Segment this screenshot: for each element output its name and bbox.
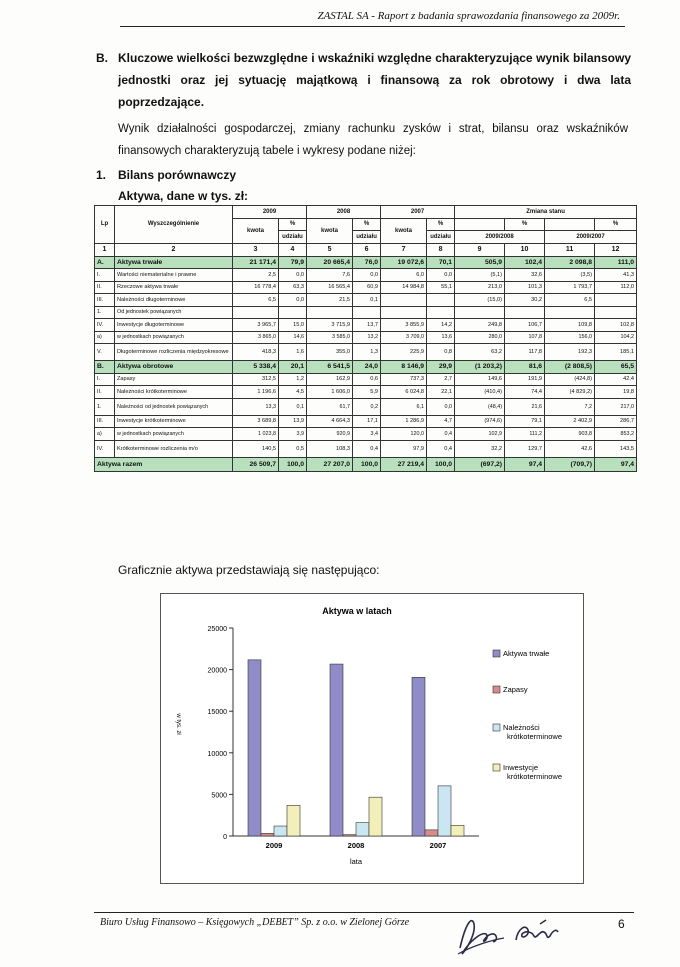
- row-value: 1,2: [279, 373, 307, 386]
- y-tick-label: 0: [223, 834, 227, 841]
- row-value: [381, 306, 427, 319]
- row-value: 1,3: [353, 344, 381, 361]
- row-value: (410,4): [455, 386, 505, 399]
- row-value: 3 709,0: [381, 331, 427, 344]
- column-number: 2: [115, 243, 233, 256]
- table-row: [95, 361, 637, 374]
- row-value: 15,0: [279, 319, 307, 332]
- row-name: Zapasy: [115, 373, 233, 386]
- row-value: 16 565,4: [307, 281, 353, 294]
- row-value: 853,2: [595, 428, 637, 441]
- row-value: 0,4: [427, 440, 455, 457]
- table-row: [95, 306, 637, 319]
- row-value: [307, 306, 353, 319]
- page-footer: Biuro Usług Finansowo – Księgowych „DEBET” Sp. z o.o. w Zielonej Górze: [100, 917, 410, 928]
- row-value: 4,7: [427, 415, 455, 428]
- column-numbers-row: [95, 243, 637, 256]
- row-value: 3 965,7: [233, 319, 279, 332]
- row-value: 106,7: [505, 319, 545, 332]
- row-lp: II.: [95, 281, 115, 294]
- row-value: (4 829,2): [545, 386, 595, 399]
- row-name: w jednostkach powiązanych: [115, 428, 233, 441]
- x-axis-label: lata: [349, 857, 363, 866]
- row-name: Krótkoterminowe rozliczenia m/o: [115, 440, 233, 457]
- header-pct: %: [595, 218, 637, 231]
- row-value: 3 585,0: [307, 331, 353, 344]
- row-name: Należności od jednostek powiązanych: [115, 398, 233, 415]
- row-lp: V.: [95, 344, 115, 361]
- row-value: 24,0: [353, 361, 381, 374]
- y-tick-label: 25000: [207, 626, 227, 633]
- row-value: [595, 306, 637, 319]
- subsection-heading: [96, 165, 248, 207]
- row-value: 2,5: [233, 269, 279, 282]
- row-value: (3,5): [545, 269, 595, 282]
- total-value: 26 509,7: [233, 457, 279, 471]
- row-value: 13,2: [353, 331, 381, 344]
- row-value: 903,8: [545, 428, 595, 441]
- header-year-2009: 2009: [233, 206, 307, 219]
- row-value: (974,6): [455, 415, 505, 428]
- row-value: [233, 306, 279, 319]
- subsection-subtitle: Aktywa, dane w tys. zł:: [118, 189, 249, 203]
- y-axis-label: w tys. zł: [175, 713, 181, 735]
- header-kwota: kwota: [381, 218, 427, 243]
- row-value: 13,6: [427, 331, 455, 344]
- table-row: [95, 386, 637, 399]
- row-value: 2,7: [427, 373, 455, 386]
- row-value: 19,8: [595, 386, 637, 399]
- row-value: 41,3: [595, 269, 637, 282]
- table-row: [95, 294, 637, 307]
- row-value: 0,4: [427, 428, 455, 441]
- row-value: 1 606,0: [307, 386, 353, 399]
- row-value: 0,0: [353, 269, 381, 282]
- assets-bar-chart: [161, 594, 583, 883]
- row-value: 1 023,8: [233, 428, 279, 441]
- header-kwota: kwota: [233, 218, 279, 243]
- table-row: [95, 319, 637, 332]
- row-value: 6,1: [381, 398, 427, 415]
- row-value: 111,2: [505, 428, 545, 441]
- row-value: 4,5: [279, 386, 307, 399]
- row-value: 280,0: [455, 331, 505, 344]
- total-value: 97,4: [505, 457, 545, 471]
- row-value: 104,2: [595, 331, 637, 344]
- header-pct: %: [353, 218, 381, 231]
- table-row: [95, 440, 637, 457]
- row-value: 355,0: [307, 344, 353, 361]
- table-row: [95, 281, 637, 294]
- row-value: 20 665,4: [307, 256, 353, 269]
- section-b-heading: [96, 47, 631, 113]
- row-value: 30,2: [505, 294, 545, 307]
- bar: [274, 826, 287, 836]
- header-year-2007: 2007: [381, 206, 455, 219]
- row-value: 63,3: [279, 281, 307, 294]
- row-value: 102,8: [595, 319, 637, 332]
- row-value: 16 778,4: [233, 281, 279, 294]
- column-number: 1: [95, 243, 115, 256]
- intro-paragraph: Wynik działalności gospodarczej, zmiany rachunku zysków i strat, bilansu oraz wskaźników finansowych charakteryzują tabele i wykresy podane niżej:: [118, 123, 628, 157]
- header-pct: %: [505, 218, 545, 231]
- row-value: (1 203,2): [455, 361, 505, 374]
- table-row: [95, 256, 637, 269]
- column-number: 10: [505, 243, 545, 256]
- row-value: 185,1: [595, 344, 637, 361]
- row-value: 13,9: [279, 415, 307, 428]
- row-value: (5,1): [455, 269, 505, 282]
- y-tick-label: 5000: [211, 792, 227, 800]
- row-lp: I.: [95, 269, 115, 282]
- row-lp: IV.: [95, 319, 115, 332]
- table-row: [95, 269, 637, 282]
- row-value: 109,8: [545, 319, 595, 332]
- row-value: 6 024,8: [381, 386, 427, 399]
- row-name: Długoterminowe rozliczenia międzyokresowe: [115, 344, 233, 361]
- legend-swatch: [493, 724, 500, 731]
- total-value: 27 219,4: [381, 457, 427, 471]
- row-value: [595, 294, 637, 307]
- bar: [438, 786, 451, 836]
- row-value: 4 664,3: [307, 415, 353, 428]
- row-value: 3 715,9: [307, 319, 353, 332]
- row-value: 111,0: [595, 256, 637, 269]
- row-value: 42,6: [545, 440, 595, 457]
- bar: [261, 833, 274, 836]
- row-name: Aktywa trwałe: [115, 256, 233, 269]
- row-value: 97,9: [381, 440, 427, 457]
- chart-title: Aktywa w latach: [322, 606, 392, 616]
- row-value: 1 196,6: [233, 386, 279, 399]
- row-value: 0,2: [353, 398, 381, 415]
- row-lp: B.: [95, 361, 115, 374]
- header-lp: Lp: [95, 206, 115, 244]
- row-value: 920,9: [307, 428, 353, 441]
- row-value: 107,8: [505, 331, 545, 344]
- header-2009-2007: 2009/2007: [545, 231, 637, 244]
- row-value: 112,0: [595, 281, 637, 294]
- row-value: 32,2: [455, 440, 505, 457]
- row-value: 79,9: [279, 256, 307, 269]
- row-value: 61,7: [307, 398, 353, 415]
- table-row: [95, 398, 637, 415]
- legend-swatch: [493, 764, 500, 771]
- row-value: 7,6: [307, 269, 353, 282]
- table-row: [95, 373, 637, 386]
- row-name: w jednostkach powiązanych: [115, 331, 233, 344]
- row-lp: a): [95, 428, 115, 441]
- row-lp: IV.: [95, 440, 115, 457]
- row-value: 14,6: [279, 331, 307, 344]
- row-value: (48,4): [455, 398, 505, 415]
- row-value: 162,9: [307, 373, 353, 386]
- row-name: Inwestycje długoterminowe: [115, 319, 233, 332]
- row-value: 13,3: [233, 398, 279, 415]
- column-number: 7: [381, 243, 427, 256]
- row-lp: III.: [95, 415, 115, 428]
- header-year-2008: 2008: [307, 206, 381, 219]
- row-value: 21 171,4: [233, 256, 279, 269]
- row-value: 3 689,8: [233, 415, 279, 428]
- row-value: 74,4: [505, 386, 545, 399]
- row-value: 13,7: [353, 319, 381, 332]
- total-value: 100,0: [427, 457, 455, 471]
- header-pct: %: [279, 218, 307, 231]
- row-value: 225,9: [381, 344, 427, 361]
- row-name: Należności długoterminowe: [115, 294, 233, 307]
- row-value: 192,3: [545, 344, 595, 361]
- row-value: 213,0: [455, 281, 505, 294]
- legend-entry: Aktywa trwałe: [503, 649, 550, 658]
- row-value: 2 098,8: [545, 256, 595, 269]
- bar: [369, 797, 382, 836]
- total-value: 27 207,0: [307, 457, 353, 471]
- column-number: 6: [353, 243, 381, 256]
- total-value: (709,7): [545, 457, 595, 471]
- row-value: 6,5: [233, 294, 279, 307]
- row-value: 1,6: [279, 344, 307, 361]
- row-lp: a): [95, 331, 115, 344]
- column-number: 12: [595, 243, 637, 256]
- row-name: Od jednostek powiązanych: [115, 306, 233, 319]
- total-value: 100,0: [279, 457, 307, 471]
- total-value: (697,2): [455, 457, 505, 471]
- row-value: [427, 294, 455, 307]
- column-number: 8: [427, 243, 455, 256]
- row-value: 191,9: [505, 373, 545, 386]
- row-value: [545, 306, 595, 319]
- row-value: 5 338,4: [233, 361, 279, 374]
- row-value: 1 793,7: [545, 281, 595, 294]
- legend-swatch: [493, 650, 500, 657]
- row-lp: 1.: [95, 398, 115, 415]
- row-value: 42,4: [595, 373, 637, 386]
- row-value: 143,5: [595, 440, 637, 457]
- row-value: 1 286,9: [381, 415, 427, 428]
- row-value: 79,1: [505, 415, 545, 428]
- row-value: 102,9: [455, 428, 505, 441]
- x-tick-label: 2007: [429, 841, 447, 850]
- header-2009-2008: 2009/2008: [455, 231, 545, 244]
- row-value: [279, 306, 307, 319]
- row-value: 19 072,6: [381, 256, 427, 269]
- bar: [330, 664, 343, 836]
- row-name: Inwestycje krótkoterminowe: [115, 415, 233, 428]
- row-value: 0,1: [279, 398, 307, 415]
- row-value: 5,9: [353, 386, 381, 399]
- header-udzialu: udziału: [279, 231, 307, 244]
- row-value: 418,3: [233, 344, 279, 361]
- row-value: 3 865,0: [233, 331, 279, 344]
- chart-frame: [160, 593, 584, 884]
- row-value: 20,1: [279, 361, 307, 374]
- row-value: 14 984,8: [381, 281, 427, 294]
- row-value: 17,1: [353, 415, 381, 428]
- bar: [356, 823, 369, 836]
- balance-table: [94, 205, 637, 472]
- row-value: (424,8): [545, 373, 595, 386]
- row-name: Rzeczowe aktywa trwałe: [115, 281, 233, 294]
- row-value: 55,1: [427, 281, 455, 294]
- row-value: 3,4: [353, 428, 381, 441]
- row-value: [381, 294, 427, 307]
- table-row: [95, 428, 637, 441]
- row-value: (2 808,5): [545, 361, 595, 374]
- bar: [343, 835, 356, 836]
- row-value: 149,6: [455, 373, 505, 386]
- header-item: Wyszczególnienie: [115, 206, 233, 244]
- page-number: 6: [618, 917, 625, 931]
- row-name: Wartości niematerialne i prawne: [115, 269, 233, 282]
- subsection-title: Bilans porównawczy: [118, 168, 237, 182]
- row-value: 14,2: [427, 319, 455, 332]
- column-number: 9: [455, 243, 505, 256]
- row-value: 0,5: [279, 440, 307, 457]
- header-udzialu: udziału: [353, 231, 381, 244]
- row-value: 140,5: [233, 440, 279, 457]
- bar: [248, 660, 261, 836]
- row-value: 60,9: [353, 281, 381, 294]
- section-b-text: Kluczowe wielkości bezwzględne i wskaźniki względne charakteryzujące wynik bilansowy jednostki oraz jej sytuację majątkową i finansową za rok obrotowy i dwa lata poprzedzające.: [118, 51, 631, 109]
- row-value: 0,0: [427, 398, 455, 415]
- row-value: 6,5: [545, 294, 595, 307]
- legend-entry: Inwestycje krótkoterminowe: [503, 763, 563, 781]
- row-name: Należności krótkoterminowe: [115, 386, 233, 399]
- row-value: 120,0: [381, 428, 427, 441]
- header-kwota: kwota: [307, 218, 353, 243]
- section-b-label: B.: [96, 51, 108, 65]
- header-pct: %: [427, 218, 455, 231]
- row-value: 2 402,9: [545, 415, 595, 428]
- signature-icon: [452, 910, 572, 966]
- row-value: 0,1: [353, 294, 381, 307]
- bar: [287, 805, 300, 836]
- row-value: 102,4: [505, 256, 545, 269]
- row-value: [455, 306, 505, 319]
- row-value: 0,6: [353, 373, 381, 386]
- legend-entry: Zapasy: [503, 685, 528, 694]
- row-value: 22,1: [427, 386, 455, 399]
- x-tick-label: 2009: [265, 841, 283, 850]
- row-value: 217,0: [595, 398, 637, 415]
- row-value: 32,6: [505, 269, 545, 282]
- row-value: 29,9: [427, 361, 455, 374]
- bar: [451, 825, 464, 836]
- row-value: 0,4: [353, 440, 381, 457]
- legend-entry: Należności krótkoterminowe: [503, 723, 563, 741]
- row-value: 21,5: [307, 294, 353, 307]
- row-lp: A.: [95, 256, 115, 269]
- row-value: 101,3: [505, 281, 545, 294]
- column-number: 4: [279, 243, 307, 256]
- row-value: 0,0: [279, 269, 307, 282]
- column-number: 11: [545, 243, 595, 256]
- row-value: [505, 306, 545, 319]
- row-lp: II.: [95, 386, 115, 399]
- row-value: 63,2: [455, 344, 505, 361]
- y-tick-label: 15000: [207, 709, 227, 717]
- legend-swatch: [493, 686, 500, 693]
- table-row: [95, 415, 637, 428]
- row-value: 117,8: [505, 344, 545, 361]
- row-value: 3,9: [279, 428, 307, 441]
- x-tick-label: 2008: [347, 841, 365, 850]
- row-value: [353, 306, 381, 319]
- row-value: 129,7: [505, 440, 545, 457]
- bar: [425, 830, 438, 836]
- row-name: Aktywa obrotowe: [115, 361, 233, 374]
- chart-intro-text: Graficznie aktywa przedstawiają się następująco:: [118, 563, 380, 577]
- row-value: 76,0: [353, 256, 381, 269]
- column-number: 5: [307, 243, 353, 256]
- row-value: 156,0: [545, 331, 595, 344]
- row-value: 65,5: [595, 361, 637, 374]
- row-value: 3 855,9: [381, 319, 427, 332]
- table-row: [95, 344, 637, 361]
- row-value: [427, 306, 455, 319]
- y-tick-label: 20000: [207, 667, 227, 675]
- row-lp: III.: [95, 294, 115, 307]
- total-value: 100,0: [353, 457, 381, 471]
- header-change: Zmiana stanu: [455, 206, 637, 219]
- row-value: 0,0: [279, 294, 307, 307]
- row-value: 737,3: [381, 373, 427, 386]
- page-header: ZASTAL SA - Raport z badania sprawozdania finansowego za 2009r.: [317, 10, 620, 22]
- row-lp: I.: [95, 373, 115, 386]
- row-value: 21,6: [505, 398, 545, 415]
- row-value: 8 146,9: [381, 361, 427, 374]
- column-number: 3: [233, 243, 279, 256]
- row-value: 286,7: [595, 415, 637, 428]
- total-row: [95, 457, 637, 471]
- row-value: 0,0: [427, 269, 455, 282]
- row-value: 70,1: [427, 256, 455, 269]
- row-value: 249,8: [455, 319, 505, 332]
- total-value: 97,4: [595, 457, 637, 471]
- header-udzialu: udziału: [427, 231, 455, 244]
- bar: [412, 677, 425, 836]
- row-value: 108,3: [307, 440, 353, 457]
- row-value: 312,5: [233, 373, 279, 386]
- row-value: (15,0): [455, 294, 505, 307]
- row-lp: 1.: [95, 306, 115, 319]
- y-tick-label: 10000: [207, 750, 227, 758]
- total-label: Aktywa razem: [95, 457, 233, 471]
- row-value: 6,0: [381, 269, 427, 282]
- header-divider: [120, 26, 625, 27]
- row-value: 6 541,5: [307, 361, 353, 374]
- row-value: 81,6: [505, 361, 545, 374]
- table-row: [95, 331, 637, 344]
- subsection-number: 1.: [96, 168, 107, 182]
- row-value: 7,2: [545, 398, 595, 415]
- row-value: 505,9: [455, 256, 505, 269]
- row-value: 0,8: [427, 344, 455, 361]
